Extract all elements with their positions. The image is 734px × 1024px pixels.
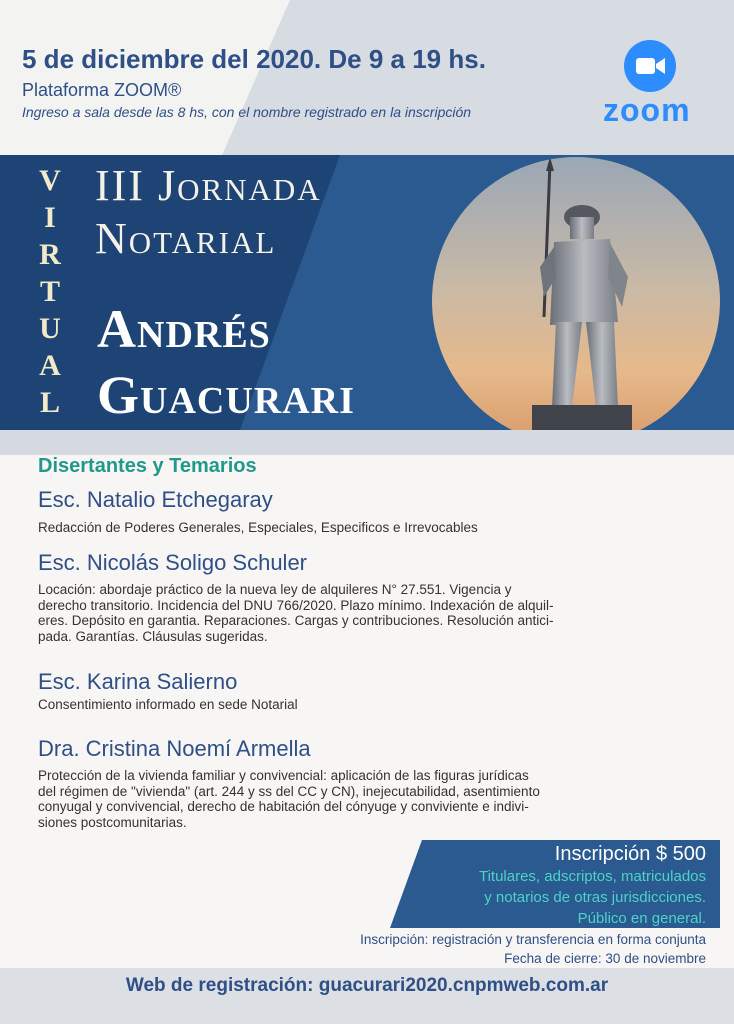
registration-audience-line: Público en general. <box>577 910 706 927</box>
registration-audience-line: Titulares, adscriptos, matriculados <box>478 868 706 885</box>
registration-audience-line: y notarios de otras jurisdicciones. <box>484 889 706 906</box>
speaker-name: Esc. Natalio Etchegaray <box>38 487 273 512</box>
statue-photo <box>432 157 720 445</box>
closing-date: Fecha de cierre: 30 de noviembre <box>504 951 706 966</box>
speaker-name: Dra. Cristina Noemí Armella <box>38 736 311 761</box>
topic-line: pada. Garantías. Cláusulas sugeridas. <box>38 628 268 644</box>
entry-note: Ingreso a sala desde las 8 hs, con el nombre registrado en la inscripción <box>22 104 472 120</box>
speaker-topic <box>38 582 693 644</box>
topic-line: del régimen de "vivienda" (art. 244 y ss del CC y CN), inejecutabilidad, asentimiento <box>38 783 540 799</box>
topic-line: eres. Depósito en garantia. Reparaciones. Cargas y contribuciones. Resolución antici- <box>38 613 554 628</box>
event-title-line2: Notarial <box>95 214 277 263</box>
video-camera-icon <box>624 40 676 92</box>
topic-line: Locación: abordaje práctico de la nueva ley de alquileres N° 27.551. Vigencia y <box>38 582 512 597</box>
registration-website-link[interactable]: Web de registración: guacurari2020.cnpmweb.com.ar <box>125 975 609 996</box>
virtual-letter: U <box>39 312 61 345</box>
speaker-topic <box>38 697 693 713</box>
honoree-name-line1: Andrés <box>97 299 271 359</box>
topic-line: Consentimiento informado en sede Notarial <box>38 697 298 712</box>
virtual-letter: T <box>39 275 60 308</box>
topic-line: derecho transitorio. Incidencia del DNU 766/2020. Plazo mínimo. Indexación de alquil- <box>38 597 554 613</box>
topic-line: conyugal y convivencial, derecho de habitación del cónyuge y conviviente e indivi- <box>38 799 529 814</box>
virtual-letter: I <box>44 201 56 234</box>
event-date: 5 de diciembre del 2020. De 9 a 19 hs. <box>22 44 486 74</box>
platform-label: Plataforma ZOOM® <box>22 80 182 100</box>
registration-note: Inscripción: registración y transferencia en forma conjunta <box>360 932 706 947</box>
zoom-logo <box>624 40 676 92</box>
virtual-letter: A <box>39 349 61 382</box>
speakers-heading: Disertantes y Temarios <box>38 455 257 477</box>
topic-line: Redacción de Poderes Generales, Especiales, Especificos e Irrevocables <box>38 520 478 535</box>
virtual-letter: L <box>39 386 60 419</box>
registration-price: Inscripción $ 500 <box>554 843 706 865</box>
topic-line: Protección de la vivienda familiar y convivencial: aplicación de las figuras jurídicas <box>38 768 529 783</box>
speaker-name: Esc. Karina Salierno <box>38 669 238 694</box>
speaker-topic <box>38 520 693 536</box>
speaker-topic <box>38 768 693 830</box>
virtual-letter: R <box>39 238 61 271</box>
virtual-vertical-label <box>30 162 70 421</box>
topic-line: siones postcomunitarias. <box>38 814 187 830</box>
banner-lower-strip <box>0 430 734 455</box>
event-title-line1: III Jornada <box>95 161 322 210</box>
zoom-wordmark: zoom <box>603 92 691 128</box>
honoree-name-line2: Guacurari <box>97 365 355 425</box>
virtual-letter: V <box>39 164 61 197</box>
speaker-name: Esc. Nicolás Soligo Schuler <box>38 550 308 575</box>
